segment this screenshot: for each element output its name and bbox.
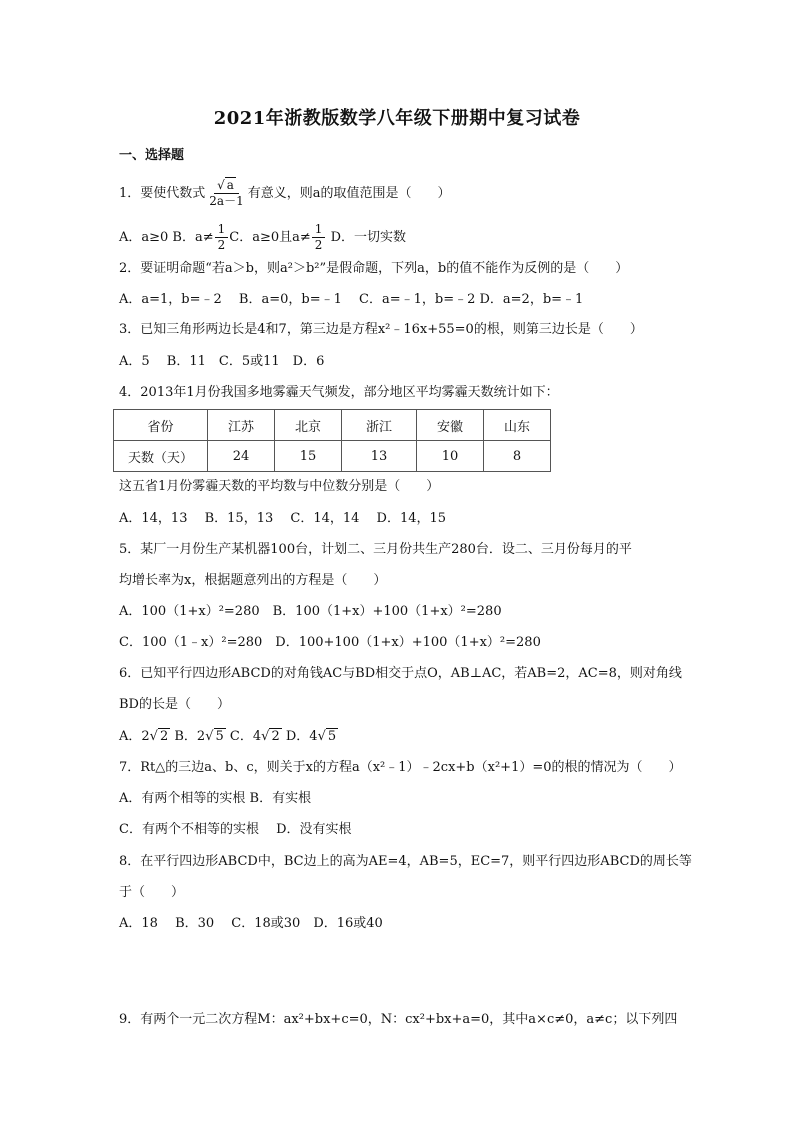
question-7-options-2: C．有两个不相等的实根 D．没有实根 <box>119 822 352 837</box>
section-heading: 一、选择题 <box>119 148 185 163</box>
question-7: 7．Rt△的三边a、b、c，则关于x的方程a（x²﹣1）﹣2cx+b（x²+1）=0的根的情况为（ ） <box>119 760 682 775</box>
q1-option-ab: A．a≥0 B．a≠ <box>119 230 214 245</box>
q1-half-fraction: $\frac{1}{2}$ <box>215 222 229 253</box>
q1-half-fraction: $\frac{1}{2}$ <box>312 222 326 253</box>
table-cell: 10 <box>417 441 484 472</box>
question-5-line1: 5．某厂一月份生产某机器100台，计划二、三月份共生产280台．设二、三月份每月的平 <box>119 542 632 557</box>
table-header-row <box>114 410 551 441</box>
question-5-line2: 均增长率为x，根据题意列出的方程是（ ） <box>119 573 387 588</box>
question-5-options-2: C．100（1﹣x）²=280 D．100+100（1+x）+100（1+x）²=280 <box>119 635 541 650</box>
q1-suffix: 有意义，则a的取值范围是（ ） <box>247 186 451 201</box>
q1-option-c: C．a≥0且a≠ <box>229 230 311 245</box>
haze-days-table <box>113 409 551 472</box>
question-8-options: A．18 B．30 C．18或30 D．16或40 <box>119 916 383 931</box>
table-cell: 13 <box>342 441 417 472</box>
q1-option-d: D．一切实数 <box>330 230 407 245</box>
table-cell: 15 <box>275 441 342 472</box>
question-6-line2: BD的长是（ ） <box>119 697 230 712</box>
table-cell: 8 <box>484 441 551 472</box>
question-2-options: A．a=1，b=﹣2 B．a=0，b=﹣1 C．a=﹣1，b=﹣2 D．a=2，b=﹣1 <box>119 292 584 307</box>
q1-prefix: 1．要使代数式 <box>119 186 206 201</box>
table-cell: 江苏 <box>208 410 275 441</box>
table-cell: 24 <box>208 441 275 472</box>
sqrt-symbol: √ 2 <box>149 729 169 744</box>
table-cell: 省份 <box>114 410 208 441</box>
question-3: 3．已知三角形两边长是4和7，第三边是方程x²﹣16x+55=0的根，则第三边长是（ ） <box>119 322 643 337</box>
question-6-options: A．2√ 2 B．2√ 5 C．4√ 2 D．4√ 5 <box>119 729 337 744</box>
q1-denominator: 2a－1 <box>209 194 244 208</box>
table-cell: 天数（天） <box>114 441 208 472</box>
sqrt-symbol: √ 5 <box>317 729 337 744</box>
question-7-options-1: A．有两个相等的实根 B．有实根 <box>119 791 312 806</box>
question-4-options: A．14，13 B．15，13 C．14，14 D．14，15 <box>119 511 447 526</box>
table-cell: 山东 <box>484 410 551 441</box>
table-cell: 浙江 <box>342 410 417 441</box>
sqrt-symbol: √ 2 <box>261 729 280 744</box>
question-4-question: 这五省1月份雾霾天数的平均数与中位数分别是（ ） <box>119 479 440 494</box>
table-cell: 北京 <box>275 410 342 441</box>
question-8-line2: 于（ ） <box>119 885 185 900</box>
question-5-options-1: A．100（1+x）²=280 B．100（1+x）+100（1+x）²=280 <box>119 604 502 619</box>
question-3-options: A．5 B．11 C．5或11 D．6 <box>119 354 325 369</box>
q1-fraction <box>206 178 246 209</box>
table-row <box>114 441 551 472</box>
sqrt-symbol: √ a <box>217 178 234 192</box>
q1-radicand: a <box>226 178 234 192</box>
question-8-line1: 8．在平行四边形ABCD中，BC边上的高为AE=4，AB=5，EC=7，则平行四边形ABCD的周长等 <box>119 854 692 869</box>
sqrt-symbol: √ 5 <box>205 729 224 744</box>
question-1-options <box>119 222 406 253</box>
question-6-line1: 6．已知平行四边形ABCD的对角钱AC与BD相交于点O，AB⊥AC，若AB=2，AC=8，则对角线 <box>119 666 682 681</box>
question-9: 9．有两个一元二次方程M：ax²+bx+c=0，N：cx²+bx+a=0，其中a×c≠0，a≠c；以下列四 <box>119 1012 678 1027</box>
page-title: 2021年浙教版数学八年级下册期中复习试卷 <box>213 108 581 129</box>
table-cell: 安徽 <box>417 410 484 441</box>
question-1 <box>119 178 450 209</box>
question-4: 4．2013年1月份我国多地雾霾天气频发，部分地区平均雾霾天数统计如下： <box>119 385 559 400</box>
question-2: 2．要证明命题“若a＞b，则a²＞b²”是假命题，下列a，b的值不能作为反例的是（ ） <box>119 261 629 276</box>
